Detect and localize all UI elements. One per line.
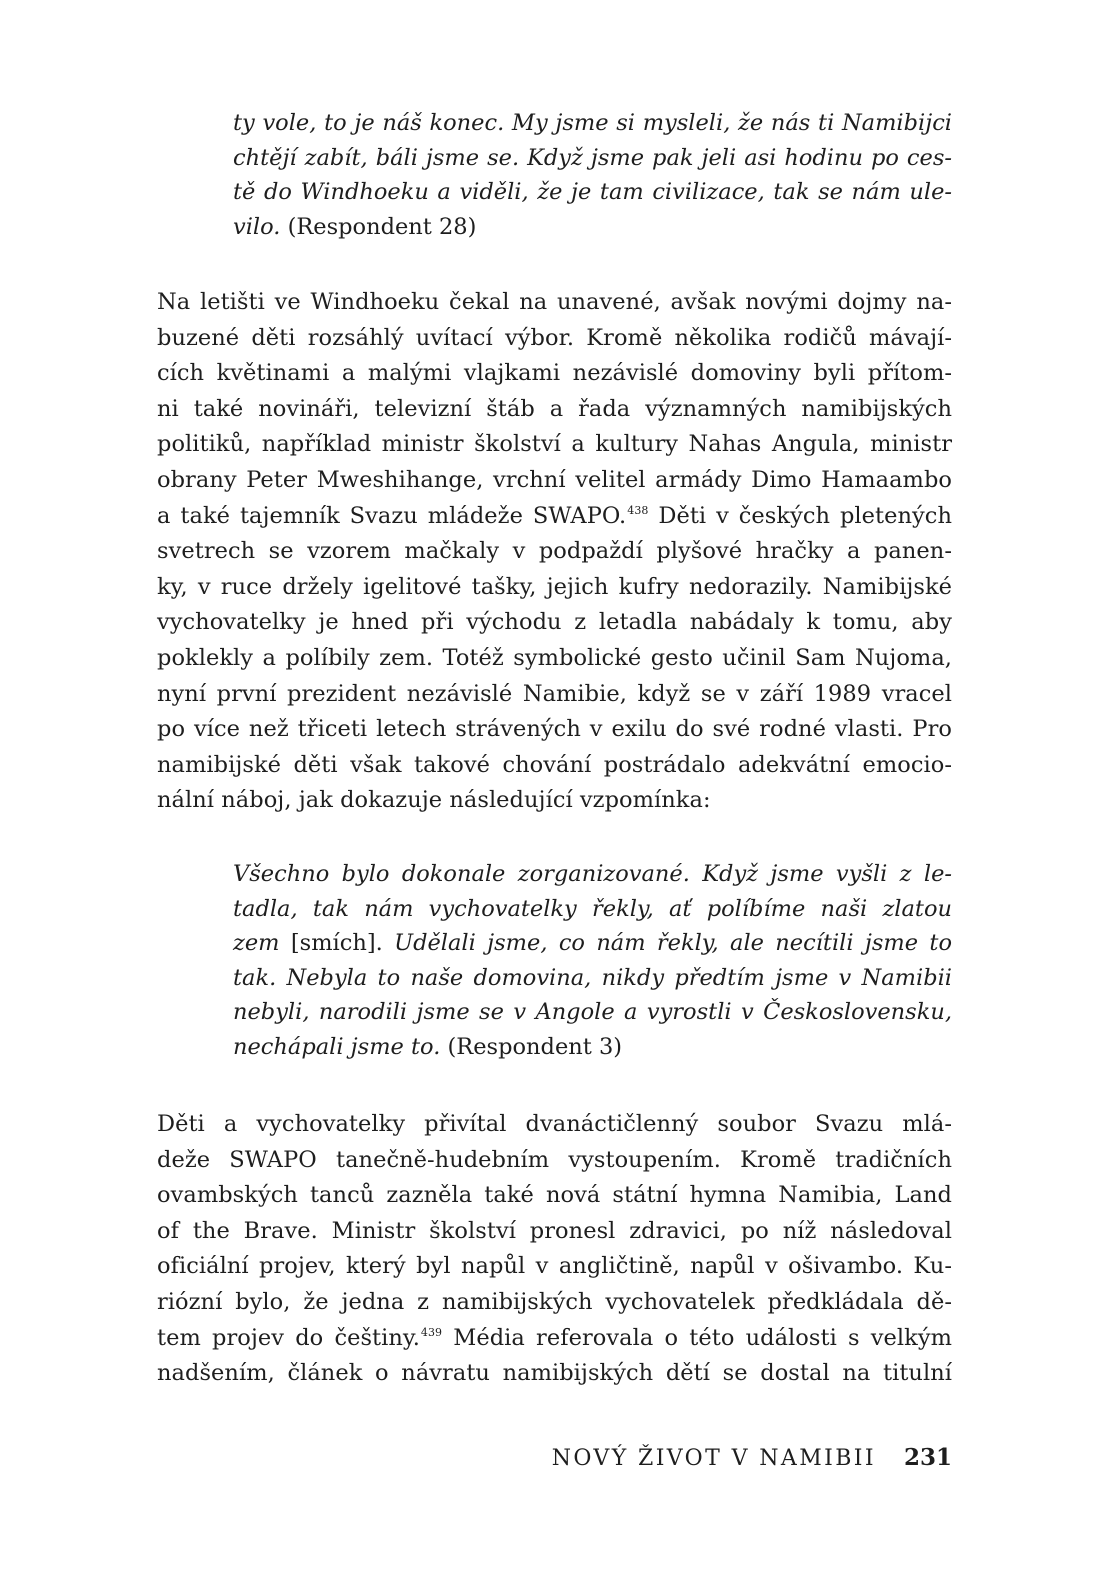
paragraph-line: po více než třiceti letech strávených v exilu do své rodné vlasti. Pro [157, 716, 952, 743]
quote-attribution: (Respondent 28) [287, 213, 477, 240]
paragraph-line: buzené děti rozsáhlý uvítací výbor. Kromě několika rodičů mávají- [157, 324, 952, 351]
quote-line-with-bracket [233, 926, 952, 961]
footnote-reference: 439 [420, 1325, 443, 1339]
quote-line: tě do Windhoeku a viděli, že je tam civilizace, tak se nám ule- [233, 179, 952, 206]
quote-line: chtějí zabít, báli jsme se. Když jsme pak jeli asi hodinu po ces- [233, 144, 952, 171]
paragraph-line: Na letišti ve Windhoeku čekal na unavené, avšak novými dojmy na- [157, 289, 952, 315]
paragraph-line: ky, v ruce držely igelitové tašky, jejich kufry nedorazily. Namibijské [157, 573, 952, 600]
block-quote-respondent-28 [233, 106, 952, 244]
paragraph-welcome [157, 1107, 952, 1392]
paragraph-line: politiků, například ministr školství a kultury Nahas Angula, ministr [157, 431, 952, 458]
quote-line-text: nechápali jsme to. [233, 1033, 441, 1060]
quote-line: tak. Nebyla to naše domovina, nikdy předtím jsme v Namibii [233, 964, 952, 991]
paragraph-text: a také tajemník Svazu mládeže SWAPO. [157, 502, 627, 529]
paragraph-line: Děti a vychovatelky přivítal dvanáctičlenný soubor Svazu mlá- [157, 1111, 952, 1137]
quote-line: nebyli, narodili jsme se v Angole a vyrostli v Československu, [233, 999, 952, 1026]
paragraph-line-with-footnote [157, 1321, 952, 1357]
paragraph-line: vychovatelky je hned při východu z letadla nabádaly k tomu, aby [157, 609, 952, 636]
quote-line-text: zem [233, 930, 280, 957]
quote-last-line [233, 1030, 952, 1065]
quote-line: Všechno bylo dokonale zorganizované. Když jsme vyšli z le- [233, 861, 952, 887]
paragraph-line-with-footnote [157, 499, 952, 535]
page-number: 231 [903, 1444, 952, 1471]
quote-line: tadla, tak nám vychovatelky řekly, ať políbíme naši zlatou [233, 895, 952, 922]
bracket-note: [smích]. [279, 930, 395, 957]
paragraph-line: oficiální projev, který byl napůl v angličtině, napůl v ošivambo. Ku- [157, 1253, 952, 1280]
paragraph-line: obrany Peter Mweshihange, vrchní velitel armády Dimo Hamaambo [157, 466, 952, 493]
quote-line: ty vole, to je náš konec. My jsme si mysleli, že nás ti Namibijci [233, 110, 952, 136]
block-quote-respondent-3 [233, 857, 952, 1065]
paragraph-text: Média referovala o této události s velkým [442, 1324, 952, 1351]
running-title: NOVÝ ŽIVOT V NAMIBII [551, 1446, 876, 1471]
paragraph-line: svetrech se vzorem mačkaly v podpaždí plyšové hračky a panen- [157, 538, 952, 565]
paragraph-text: Děti v českých pletených [648, 502, 952, 529]
page-footer [552, 1443, 952, 1474]
paragraph-last-line: nální náboj, jak dokazuje následující vzpomínka: [157, 787, 711, 814]
quote-line-text: vilo. [233, 213, 281, 240]
quote-attribution: (Respondent 3) [447, 1033, 623, 1060]
paragraph-text: tem projev do češtiny. [157, 1324, 420, 1351]
quote-line-text: Udělali jsme, co nám řekly, ale necítili jsme to [394, 930, 953, 957]
paragraph-line: of the Brave. Ministr školství pronesl zdravici, po níž následoval [157, 1217, 952, 1244]
paragraph-line: deže SWAPO tanečně-hudebním vystoupením. Kromě tradičních [157, 1146, 952, 1173]
paragraph-line: nadšením, článek o návratu namibijských dětí se dostal na titulní [157, 1360, 952, 1387]
paragraph-line: ni také novináři, televizní štáb a řada významných namibijských [157, 395, 952, 422]
paragraph-line: riózní bylo, že jedna z namibijských vychovatelek předkládala dě- [157, 1288, 952, 1315]
paragraph-line: cích květinami a malými vlajkami nezávislé domoviny byli přítom- [157, 360, 952, 387]
paragraph-line: ovambských tanců zazněla také nová státní hymna Namibia, Land [157, 1182, 952, 1209]
paragraph-line: poklekly a políbily zem. Totéž symbolické gesto učinil Sam Nujoma, [157, 644, 952, 671]
paragraph-line: nyní první prezident nezávislé Namibie, když se v září 1989 vracel [157, 680, 952, 707]
paragraph-line: namibijské děti však takové chování postrádalo adekvátní emocio- [157, 751, 952, 778]
paragraph-arrival [157, 285, 952, 819]
footnote-reference: 438 [627, 503, 649, 517]
quote-last-line [233, 210, 952, 245]
